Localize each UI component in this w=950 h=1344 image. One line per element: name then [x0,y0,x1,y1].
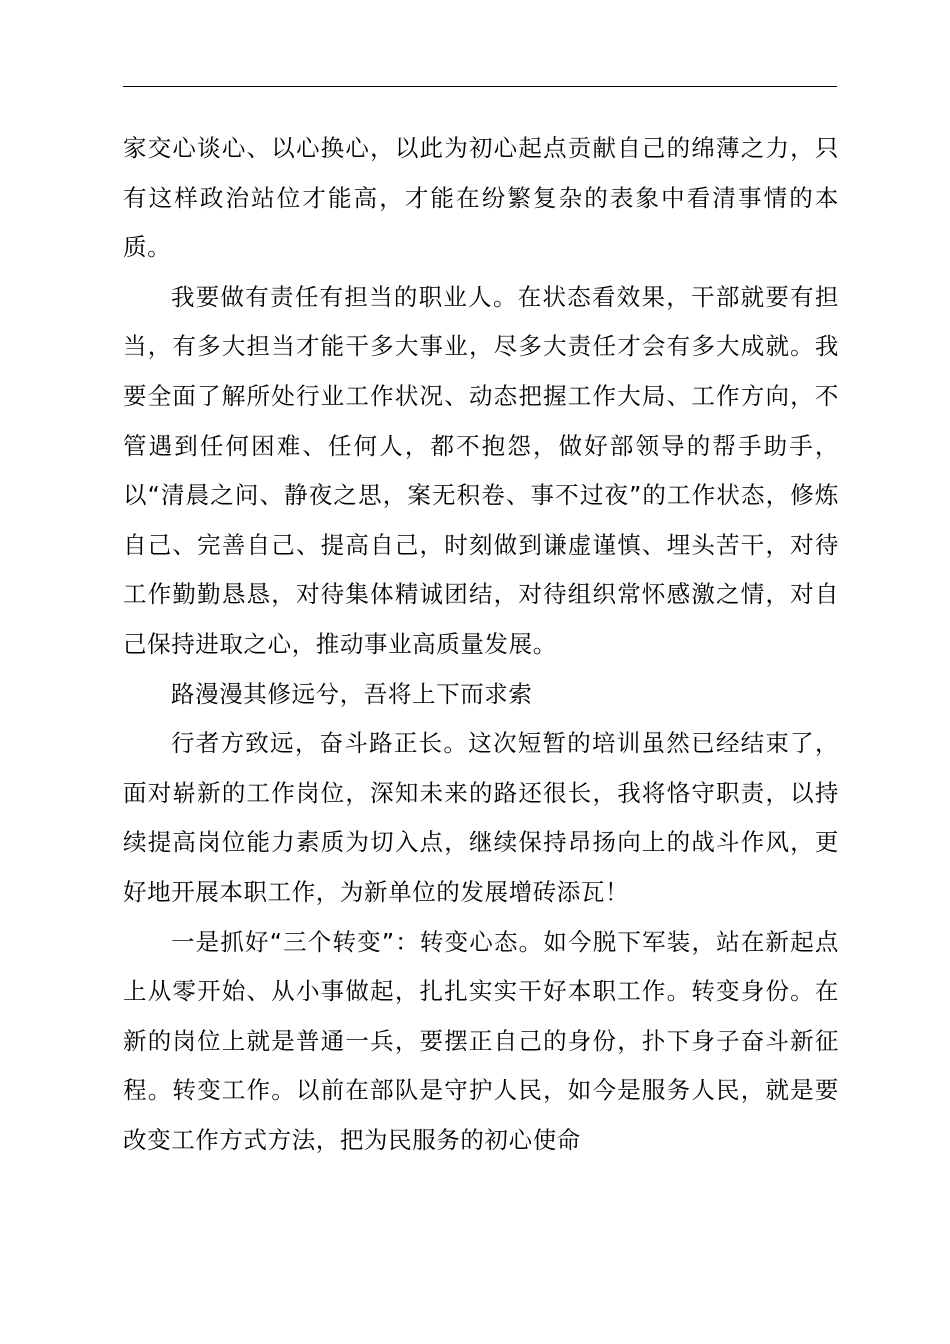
section-heading: 路漫漫其修远兮，吾将上下而求索 [171,679,533,708]
document-body [123,124,839,1165]
paragraph-responsibility: 我要做有责任有担当的职业人。在状态看效果，干部就要有担当，有多大担当才能干多大事业，尽多大责任才会有多大成就。我要全面了解所处行业工作状况、动态把握工作大局、工作方向，不管遇到任何困难、任何人，都不抱怨，做好部领导的帮手助手，以“清晨之问、静夜之思，案无积卷、事不过夜”的工作状态，修炼自己、完善自己、提高自己，时刻做到谦虚谨慎、埋头苦干，对待工作勤勤恳恳，对待集体精诚团结，对待组织常怀感激之情，对自己保持进取之心，推动事业高质量发展。 [123,282,839,658]
header-rule [123,86,837,87]
paragraph-outlook: 行者方致远，奋斗路正长。这次短暂的培训虽然已经结束了，面对崭新的工作岗位，深知未来的路还很长，我将恪守职责，以持续提高岗位能力素质为切入点，继续保持昂扬向上的战斗作风，更好地开展本职工作，为新单位的发展增砖添瓦！ [123,729,839,906]
paragraph-three-transitions: 一是抓好“三个转变”：转变心态。如今脱下军装，站在新起点上从零开始、从小事做起，扎扎实实干好本职工作。转变身份。在新的岗位上就是普通一兵，要摆正自己的身份，扑下身子奋斗新征程。转变工作。以前在部队是守护人民，如今是服务人民，就是要改变工作方式方法，把为民服务的初心使命 [123,927,839,1154]
paragraph-continuation: 家交心谈心、以心换心，以此为初心起点贡献自己的绵薄之力，只有这样政治站位才能高，才能在纷繁复杂的表象中看清事情的本质。 [123,134,839,262]
